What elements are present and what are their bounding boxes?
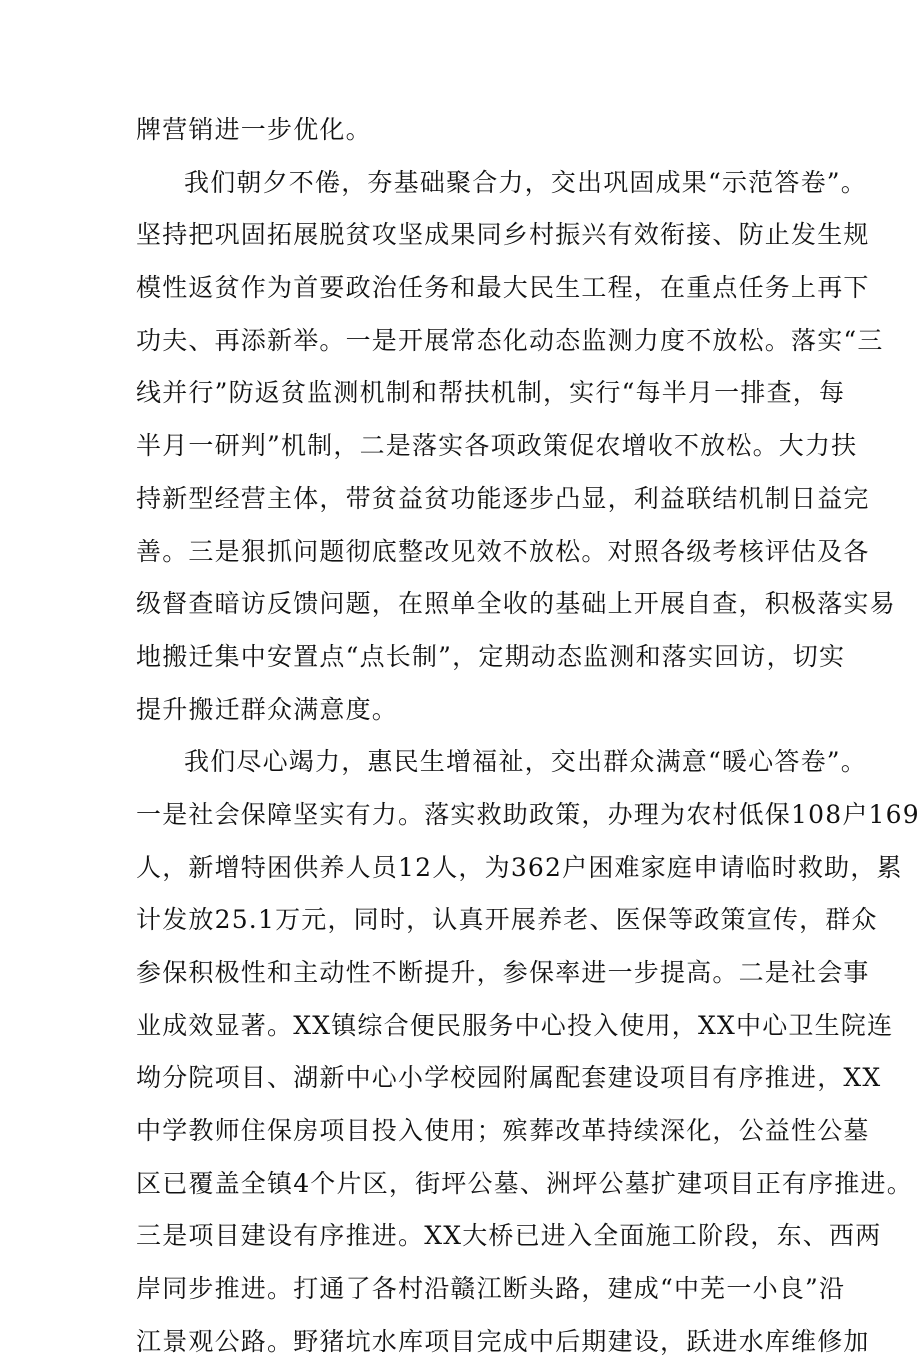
text-line: 中学教师住保房项目投入使用；殡葬改革持续深化，公益性公墓 (136, 1116, 870, 1146)
text-line: 一是社会保障坚实有力。落实救助政策，办理为农村低保108户169 (136, 799, 920, 829)
text-line: 业成效显著。XX镇综合便民服务中心投入使用，XX中心卫生院连 (136, 1010, 894, 1040)
text-line: 三是项目建设有序推进。XX大桥已进入全面施工阶段，东、西两 (136, 1221, 882, 1251)
text-line: 参保积极性和主动性不断提升，参保率进一步提高。二是社会事 (136, 958, 870, 987)
text-line: 牌营销进一步优化。 (136, 115, 372, 144)
text-line: 模性返贫作为首要政治任务和最大民生工程，在重点任务上再下 (136, 273, 870, 303)
text-line: 岸同步推进。打通了各村沿赣江断头路，建成“中芜一小良”沿 (136, 1274, 846, 1304)
text-line: 地搬迁集中安置点“点长制”，定期动态监测和落实回访，切实 (136, 641, 846, 671)
text-line: 江景观公路。野猪坑水库项目完成中后期建设，跃进水库维修加 (136, 1326, 870, 1356)
text-line: 坚持把巩固拓展脱贫攻坚成果同乡村振兴有效衔接、防止发生规 (136, 220, 870, 250)
text-line: 善。三是狠抓问题彻底整改见效不放松。对照各级考核评估及各 (136, 536, 870, 566)
text-line: 提升搬迁群众满意度。 (136, 694, 399, 724)
paragraph-start-line: 我们朝夕不倦，夯基础聚合力，交出巩固成果“示范答卷”。 (184, 167, 867, 197)
text-line: 计发放25.1万元，同时，认真开展养老、医保等政策宣传，群众 (136, 905, 878, 935)
text-line: 持新型经营主体，带贫益贫功能逐步凸显，利益联结机制日益完 (136, 483, 870, 513)
text-line: 级督查暗访反馈问题，在照单全收的基础上开展自查，积极落实易 (136, 589, 896, 619)
text-line: 线并行”防返贫监测机制和帮扶机制，实行“每半月一排查，每 (136, 378, 846, 408)
paragraph-start-line: 我们尽心竭力，惠民生增福祉，交出群众满意“暖心答卷”。 (184, 747, 867, 777)
text-line: 人，新增特困供养人员12人，为362户困难家庭申请临时救助，累 (136, 852, 903, 882)
text-line: 区已覆盖全镇4个片区，街坪公墓、洲坪公墓扩建项目正有序推进。 (136, 1168, 913, 1198)
text-line: 半月一研判”机制，二是落实各项政策促农增收不放松。大力扶 (136, 431, 858, 461)
document-body (136, 104, 920, 1369)
text-line: 坳分院项目、湖新中心小学校园附属配套建设项目有序推进，XX (136, 1063, 882, 1093)
text-line: 功夫、再添新举。一是开展常态化动态监测力度不放松。落实“三 (136, 325, 884, 355)
